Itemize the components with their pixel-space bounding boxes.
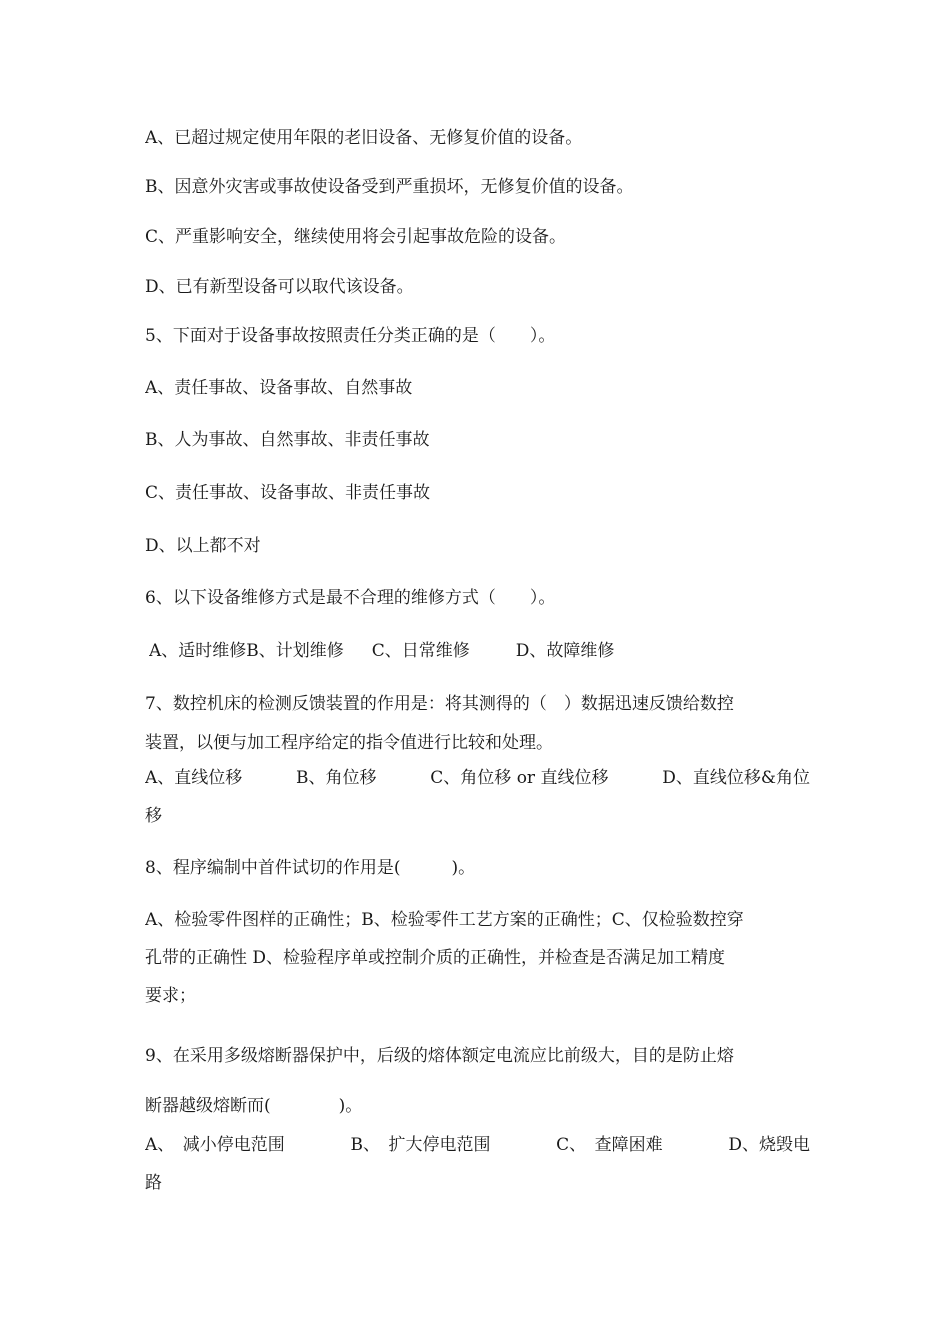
q9-question-line2: 断器越级熔断而( )。 bbox=[145, 1096, 363, 1116]
q9-option-a: A、 减小停电范围 bbox=[145, 1135, 285, 1155]
q6-option-c: C、日常维修 bbox=[371, 641, 470, 661]
q4-option-a: A、已超过规定使用年限的老旧设备、无修复价值的设备。 bbox=[145, 128, 583, 148]
q8-question: 8、程序编制中首件试切的作用是( )。 bbox=[145, 858, 476, 878]
q5-question: 5、下面对于设备事故按照责任分类正确的是（ ）。 bbox=[145, 326, 556, 346]
q7-option-d: D、直线位移&角位 bbox=[662, 768, 810, 788]
q7-option-b: B、角位移 bbox=[296, 768, 377, 788]
q7-question-line1: 7、数控机床的检测反馈装置的作用是：将其测得的（ ）数据迅速反馈给数控 bbox=[145, 694, 734, 714]
q6-option-b: B、计划维修 bbox=[246, 641, 344, 661]
q9-option-c: C、 查障困难 bbox=[556, 1135, 663, 1155]
q7-option-c: C、角位移 or 直线位移 bbox=[430, 768, 609, 788]
q7-question-line2: 装置，以便与加工程序给定的指令值进行比较和处理。 bbox=[145, 733, 553, 753]
q7-option-d-continued: 移 bbox=[145, 806, 162, 826]
q4-option-d: D、已有新型设备可以取代该设备。 bbox=[145, 277, 414, 297]
q9-option-b: B、 扩大停电范围 bbox=[350, 1135, 491, 1155]
q6-option-a: A、适时维修 bbox=[149, 641, 247, 661]
q7-options bbox=[145, 767, 810, 789]
q6-options bbox=[149, 640, 709, 662]
q6-option-d: D、故障维修 bbox=[515, 641, 615, 661]
q6-question: 6、以下设备维修方式是最不合理的维修方式（ ）。 bbox=[145, 588, 556, 608]
q7-option-a: A、直线位移 bbox=[145, 768, 243, 788]
q5-option-b: B、人为事故、自然事故、非责任事故 bbox=[145, 430, 430, 450]
q9-options bbox=[145, 1134, 810, 1156]
q8-options-line1: A、检验零件图样的正确性；B、检验零件工艺方案的正确性；C、仅检验数控穿 bbox=[145, 910, 744, 930]
q9-option-d: D、烧毁电 bbox=[728, 1135, 810, 1155]
q8-options-line2: 孔带的正确性 D、检验程序单或控制介质的正确性，并检查是否满足加工精度 bbox=[145, 948, 726, 968]
q5-option-d: D、以上都不对 bbox=[145, 536, 261, 556]
q4-option-c: C、严重影响安全，继续使用将会引起事故危险的设备。 bbox=[145, 227, 567, 247]
q9-question-line1: 9、在采用多级熔断器保护中，后级的熔体额定电流应比前级大，目的是防止熔 bbox=[145, 1046, 734, 1066]
q4-option-b: B、因意外灾害或事故使设备受到严重损坏，无修复价值的设备。 bbox=[145, 177, 634, 197]
q5-option-a: A、责任事故、设备事故、自然事故 bbox=[145, 378, 413, 398]
q8-options-line3: 要求； bbox=[145, 986, 196, 1006]
q9-option-d-continued: 路 bbox=[145, 1173, 162, 1193]
q5-option-c: C、责任事故、设备事故、非责任事故 bbox=[145, 483, 431, 503]
